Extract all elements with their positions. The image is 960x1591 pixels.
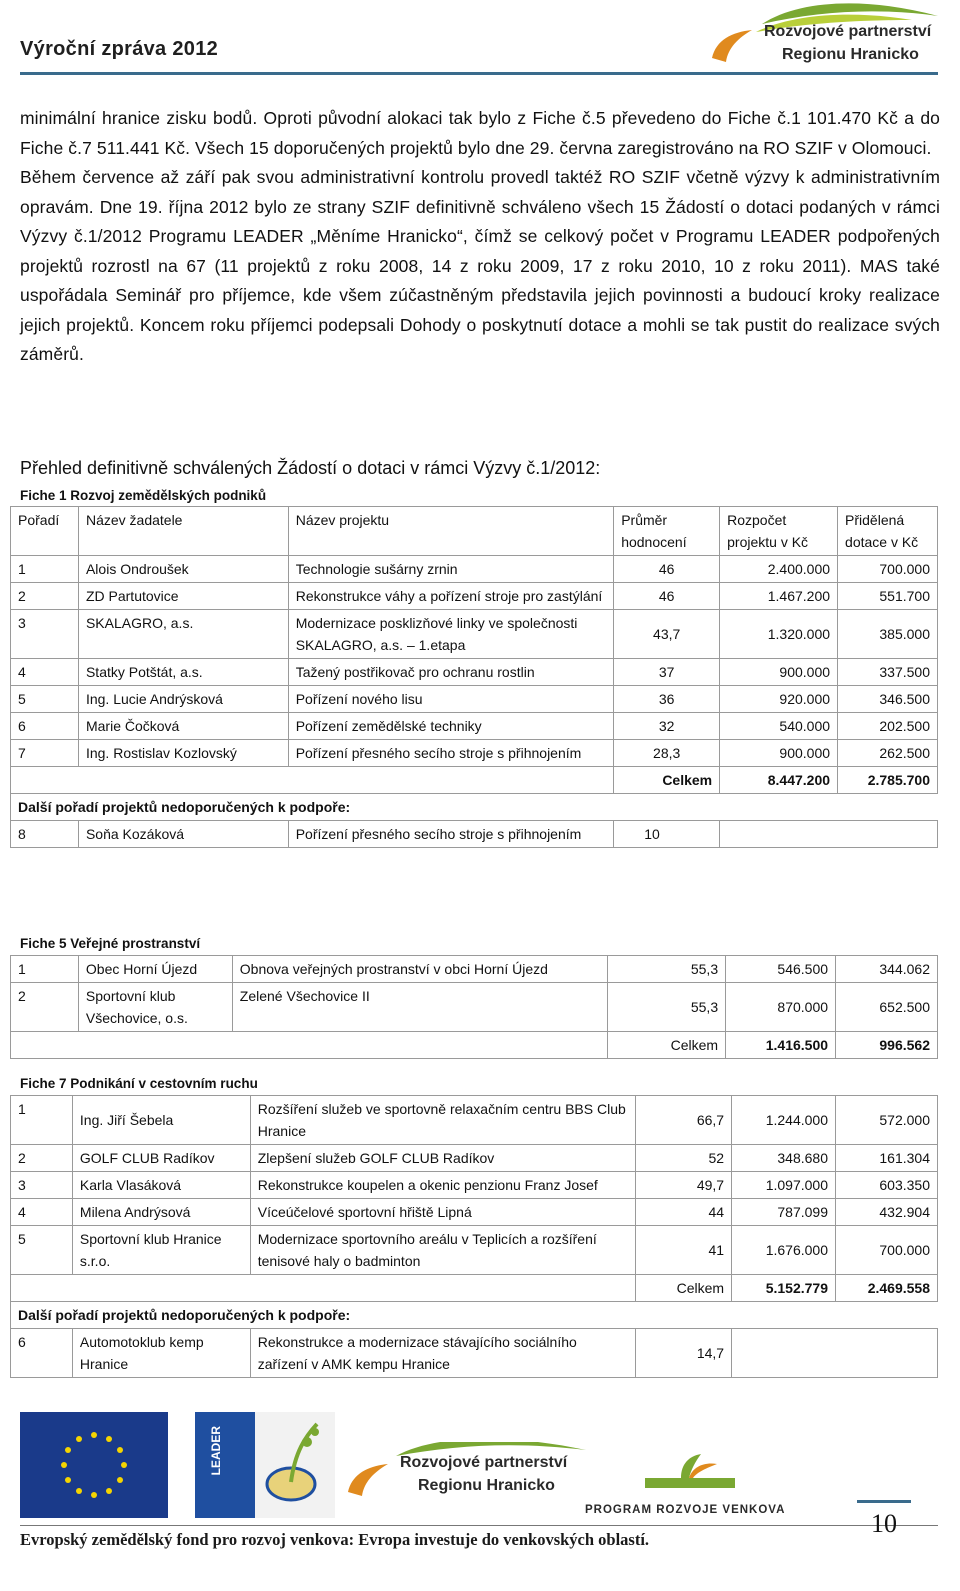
cell-budget: 1.467.200 — [720, 583, 838, 610]
next-label-row — [11, 794, 938, 821]
total-row — [11, 1032, 938, 1059]
footer-logos — [20, 1412, 840, 1522]
cell-score: 32 — [614, 713, 720, 740]
cell-applicant: Alois Ondroušek — [78, 556, 288, 583]
cell-subsidy: 202.500 — [838, 713, 938, 740]
cell-score: 66,7 — [636, 1096, 732, 1145]
overview-heading: Přehled definitivně schválených Žádostí o dotaci v rámci Výzvy č.1/2012: — [20, 458, 601, 478]
leader-label: LEADER — [209, 1426, 223, 1476]
cell-score: 55,3 — [608, 956, 726, 983]
total-budget: 1.416.500 — [726, 1032, 836, 1059]
cell-applicant: Sportovní klub Hranice s.r.o. — [72, 1226, 250, 1275]
leader-emblem-icon — [255, 1412, 335, 1518]
cell-project: Pořízení zemědělské techniky — [288, 713, 613, 740]
cell-rank: 1 — [11, 556, 79, 583]
rph-logo-bottom — [340, 1442, 590, 1518]
cell-score: 55,3 — [608, 983, 726, 1032]
cell-rank: 1 — [11, 1096, 73, 1145]
col-header: Název žadatele — [78, 507, 288, 556]
page-header — [0, 0, 960, 80]
fiche5-title: Fiche 5 Veřejné prostranství — [20, 936, 201, 951]
fiche7-title: Fiche 7 Podnikání v cestovním ruchu — [20, 1076, 258, 1091]
cell-project: Modernizace posklizňové linky ve společnosti SKALAGRO, a.s. – 1.etapa — [288, 610, 613, 659]
cell-project: Rekonstrukce a modernizace stávajícího sociálního zařízení v AMK kempu Hranice — [250, 1329, 635, 1378]
cell-budget: 1.097.000 — [732, 1172, 836, 1199]
total-subsidy: 996.562 — [836, 1032, 938, 1059]
next-label: Další pořadí projektů nedoporučených k podpoře: — [11, 794, 720, 821]
cell-score: 49,7 — [636, 1172, 732, 1199]
table-row — [11, 1329, 938, 1378]
cell-budget: 787.099 — [732, 1199, 836, 1226]
total-budget: 5.152.779 — [732, 1275, 836, 1302]
total-budget: 8.447.200 — [720, 767, 838, 794]
cell-subsidy: 432.904 — [836, 1199, 938, 1226]
cell-subsidy: 572.000 — [836, 1096, 938, 1145]
col-header: Přidělená dotace v Kč — [838, 507, 938, 556]
cell-project: Zelené Všechovice II — [232, 983, 607, 1032]
table-row — [11, 1172, 938, 1199]
cell-applicant: Automotoklub kemp Hranice — [72, 1329, 250, 1378]
cell-applicant: Ing. Jiří Šebela — [72, 1096, 250, 1145]
cell-budget: 1.320.000 — [720, 610, 838, 659]
table-row — [11, 556, 938, 583]
rph-line2: Regionu Hranicko — [418, 1477, 555, 1494]
cell-subsidy: 551.700 — [838, 583, 938, 610]
cell-subsidy: 700.000 — [838, 556, 938, 583]
cell-score: 43,7 — [614, 610, 720, 659]
logo-line1: Rozvojové partnerství — [764, 23, 932, 40]
cell-score: 46 — [614, 556, 720, 583]
cell-rank: 4 — [11, 659, 79, 686]
table-row — [11, 956, 938, 983]
footer-rule — [20, 1525, 938, 1526]
cell-rank: 2 — [11, 1145, 73, 1172]
cell-score: 41 — [636, 1226, 732, 1275]
col-header: Pořadí — [11, 507, 79, 556]
cell-budget: 900.000 — [720, 659, 838, 686]
cell-applicant: Ing. Lucie Andrýsková — [78, 686, 288, 713]
paragraph: Během července až září pak svou administrativní kontrolu provedl taktéž RO SZIF včetně výzvy k administrativním opravám. Dne 19. října 2012 bylo ze strany SZIF definitivně schváleno všech 15 Žádostí o dotaci podaných v rámci Výzvy č.1/2012 Programu LEADER „Měníme Hranicko“, čímž se celkový počet v Programu LEADER podpořených projektů rozrostl na 67 (11 projektů z roku 2008, 14 z roku 2009, 17 z roku 2010, 10 z roku 2011). MAS také uspořádala Seminář pro příjemce, kde všem zúčastněným představila jejich povinnosti a budoucí kroky realizace jejich projektů. Koncem roku příjemci podepsali Dohody o poskytnutí dotace a mohli se tak pustit do realizace svých záměrů. — [20, 167, 940, 364]
cell-budget: 870.000 — [726, 983, 836, 1032]
leader-logo — [195, 1412, 255, 1518]
prv-logo — [585, 1452, 795, 1520]
cell-rank: 2 — [11, 983, 79, 1032]
next-label-row — [11, 1302, 938, 1329]
cell-project: Pořízení přesného secího stroje s přihnojením — [288, 740, 613, 767]
prv-label: PROGRAM ROZVOJE VENKOVA — [585, 1504, 786, 1516]
col-header: Rozpočet projektu v Kč — [720, 507, 838, 556]
total-row — [11, 767, 938, 794]
sprout-icon — [585, 1452, 795, 1502]
cell-rank: 5 — [11, 686, 79, 713]
cell-applicant: Karla Vlasáková — [72, 1172, 250, 1199]
cell-subsidy: 700.000 — [836, 1226, 938, 1275]
cell-applicant: SKALAGRO, a.s. — [78, 610, 288, 659]
fiche1-title: Fiche 1 Rozvoj zemědělských podniků — [20, 488, 267, 503]
cell-rank: 3 — [11, 610, 79, 659]
header-rule — [20, 72, 938, 75]
cell-score: 37 — [614, 659, 720, 686]
table-row — [11, 583, 938, 610]
cell-subsidy: 385.000 — [838, 610, 938, 659]
total-label: Celkem — [636, 1275, 732, 1302]
table-row — [11, 686, 938, 713]
cell-project: Pořízení nového lisu — [288, 686, 613, 713]
cell-rank: 5 — [11, 1226, 73, 1275]
report-title: Výroční zpráva 2012 — [20, 38, 219, 60]
cell-rank: 8 — [11, 821, 79, 848]
cell-project: Modernizace sportovního areálu v Teplicích a rozšíření tenisové haly o badminton — [250, 1226, 635, 1275]
col-header: Průměr hodnocení — [614, 507, 720, 556]
cell-applicant: Statky Potštát, a.s. — [78, 659, 288, 686]
cell-rank: 1 — [11, 956, 79, 983]
cell-applicant: GOLF CLUB Radíkov — [72, 1145, 250, 1172]
cell-budget: 348.680 — [732, 1145, 836, 1172]
cell-budget: 900.000 — [720, 740, 838, 767]
cell-rank: 4 — [11, 1199, 73, 1226]
cell-subsidy: 603.350 — [836, 1172, 938, 1199]
cell-score: 52 — [636, 1145, 732, 1172]
page-number: 10 — [857, 1500, 911, 1545]
cell-applicant: Sportovní klub Všechovice, o.s. — [78, 983, 232, 1032]
table-row — [11, 1145, 938, 1172]
table-row — [11, 740, 938, 767]
table-row — [11, 659, 938, 686]
rph-logo-top — [702, 2, 942, 70]
cell-score: 14,7 — [636, 1329, 732, 1378]
cell-subsidy: 346.500 — [838, 686, 938, 713]
rph-line1: Rozvojové partnerství — [400, 1454, 568, 1471]
cell-rank: 6 — [11, 713, 79, 740]
body-text — [20, 104, 940, 370]
cell-applicant: Soňa Kozáková — [78, 821, 288, 848]
cell-applicant: Marie Čočková — [78, 713, 288, 740]
logo-line2: Regionu Hranicko — [782, 46, 919, 63]
cell-project: Zlepšení služeb GOLF CLUB Radíkov — [250, 1145, 635, 1172]
cell-project: Obnova veřejných prostranství v obci Horní Újezd — [232, 956, 607, 983]
cell-subsidy: 344.062 — [836, 956, 938, 983]
cell-applicant: Ing. Rostislav Kozlovský — [78, 740, 288, 767]
cell-project: Tažený postřikovač pro ochranu rostlin — [288, 659, 613, 686]
cell-score: 28,3 — [614, 740, 720, 767]
total-subsidy: 2.785.700 — [838, 767, 938, 794]
cell-budget: 920.000 — [720, 686, 838, 713]
eu-flag-icon — [20, 1412, 168, 1518]
cell-budget: 2.400.000 — [720, 556, 838, 583]
table-row — [11, 713, 938, 740]
cell-subsidy: 262.500 — [838, 740, 938, 767]
table-row — [11, 1226, 938, 1275]
cell-rank: 7 — [11, 740, 79, 767]
cell-project: Rekonstrukce váhy a pořízení stroje pro zastýlání — [288, 583, 613, 610]
total-subsidy: 2.469.558 — [836, 1275, 938, 1302]
cell-budget: 1.676.000 — [732, 1226, 836, 1275]
cell-budget: 540.000 — [720, 713, 838, 740]
cell-project: Pořízení přesného secího stroje s přihnojením — [288, 821, 613, 848]
cell-project: Technologie sušárny zrnin — [288, 556, 613, 583]
cell-applicant: Milena Andrýsová — [72, 1199, 250, 1226]
table-row — [11, 983, 938, 1032]
cell-project: Rozšíření služeb ve sportovně relaxačním centru BBS Club Hranice — [250, 1096, 635, 1145]
cell-subsidy: 161.304 — [836, 1145, 938, 1172]
table-row — [11, 610, 938, 659]
table-header-row — [11, 507, 938, 556]
cell-rank: 2 — [11, 583, 79, 610]
next-label: Další pořadí projektů nedoporučených k podpoře: — [11, 1302, 732, 1329]
cell-subsidy: 652.500 — [836, 983, 938, 1032]
cell-score: 44 — [636, 1199, 732, 1226]
cell-applicant: Obec Horní Újezd — [78, 956, 232, 983]
table-row — [11, 1199, 938, 1226]
cell-budget: 1.244.000 — [732, 1096, 836, 1145]
cell-rank: 6 — [11, 1329, 73, 1378]
cell-project: Víceúčelové sportovní hřiště Lipná — [250, 1199, 635, 1226]
fiche1-table — [10, 506, 938, 848]
table-row — [11, 1096, 938, 1145]
cell-subsidy: 337.500 — [838, 659, 938, 686]
total-label: Celkem — [614, 767, 720, 794]
total-label: Celkem — [608, 1032, 726, 1059]
cell-score: 46 — [614, 583, 720, 610]
table-row — [11, 821, 938, 848]
cell-score: 10 — [614, 821, 720, 848]
fiche7-table — [10, 1095, 938, 1378]
cell-applicant: ZD Partutovice — [78, 583, 288, 610]
cell-score: 36 — [614, 686, 720, 713]
fiche5-table — [10, 955, 938, 1059]
cell-budget: 546.500 — [726, 956, 836, 983]
cell-project: Rekonstrukce koupelen a okenic penzionu Franz Josef — [250, 1172, 635, 1199]
col-header: Název projektu — [288, 507, 613, 556]
cell-rank: 3 — [11, 1172, 73, 1199]
total-row — [11, 1275, 938, 1302]
paragraph: minimální hranice zisku bodů. Oproti původní alokaci tak bylo z Fiche č.5 převedeno do Fiche č.1 101.470 Kč a do Fiche č.7 511.441 Kč. Všech 15 doporučených projektů bylo dne 29. června zaregistrováno na RO SZIF v Olomouci. — [20, 108, 940, 158]
footer-text: Evropský zemědělský fond pro rozvoj venkova: Evropa investuje do venkovských oblastí. — [20, 1530, 650, 1549]
